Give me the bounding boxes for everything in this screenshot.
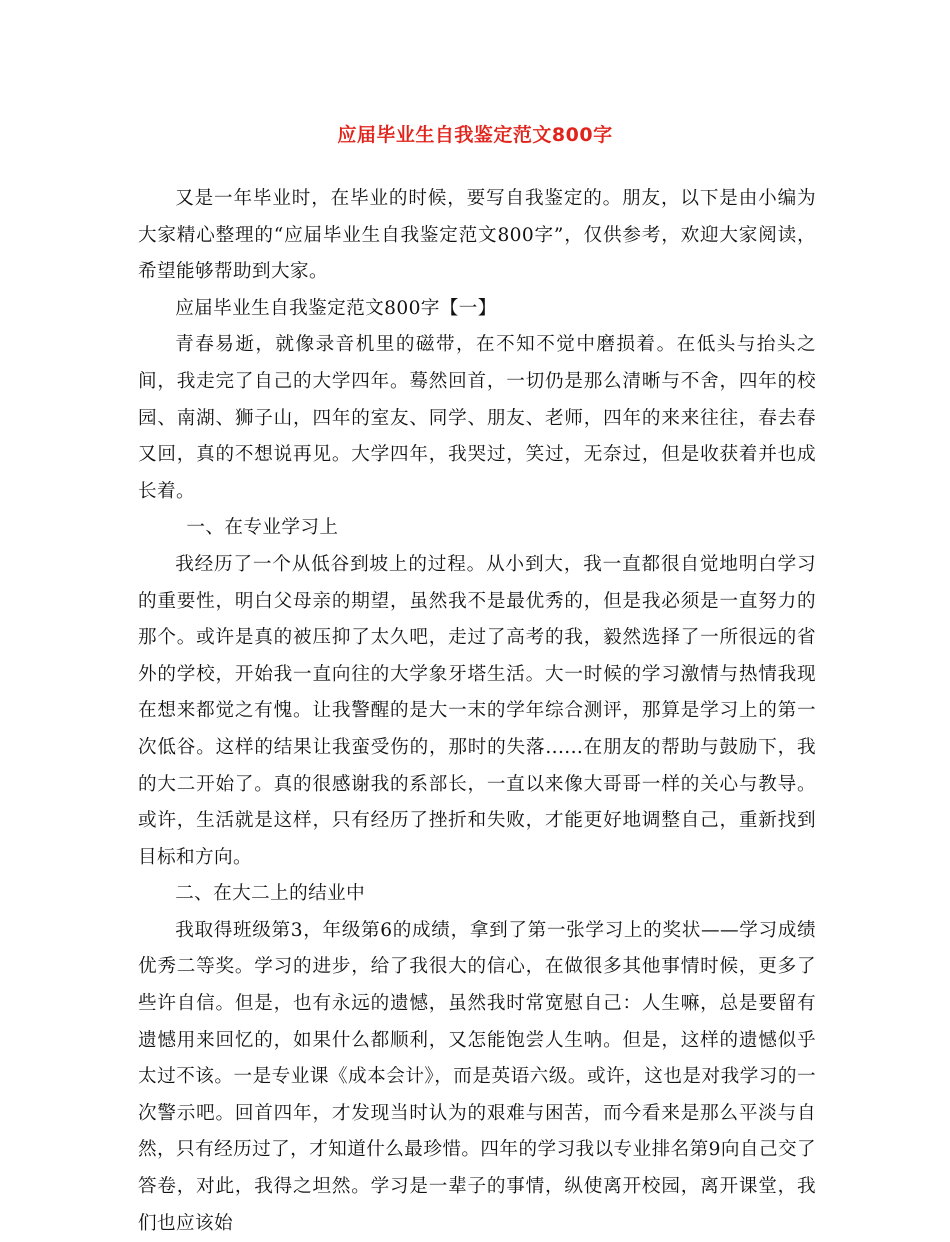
subheading-study: 一、在专业学习上 [186, 517, 339, 539]
body-paragraph: 我取得班级第3，年级第6的成绩，拿到了第一张学习上的奖状——学习成绩优秀二等奖。学习的进步，给了我很大的信心，在做很多其他事情时候，更多了些许自信。但是，也有永远的遗憾，虽然我时常宽慰自己：人生嘛，总是要留有遗憾用来回忆的，如果什么都顺利，又怎能饱尝人生呐。但是，这样的遗憾似乎太过不该。一是专业课《成本会计》，而是英语六级。或许，这也是对我学习的一次警示吧。回首四年，才发现当时认为的艰难与困苦，而今看来是那么平淡与自然，只有经历过了，才知道什么最珍惜。四年的学习我以专业排名第9向自己交了答卷，对此，我得之坦然。学习是一辈子的事情，纵使离开校园，离开课堂，我们也应该始 [138, 919, 816, 1234]
document-title: 应届毕业生自我鉴定范文800字 [337, 124, 613, 146]
intro-paragraph: 又是一年毕业时，在毕业的时候，要写自我鉴定的。朋友，以下是由小编为大家精心整理的“应届毕业生自我鉴定范文800字”，仅供参考，欢迎大家阅读，希望能够帮助到大家。 [138, 188, 816, 283]
section-heading-one: 应届毕业生自我鉴定范文800字【一】 [175, 297, 497, 319]
document-body [138, 181, 816, 1242]
subheading-sophomore: 二、在大二上的结业中 [175, 883, 366, 905]
body-paragraph: 我经历了一个从低谷到坡上的过程。从小到大，我一直都很自觉地明白学习的重要性，明白父母亲的期望，虽然我不是最优秀的，但是我必须是一直努力的那个。或许是真的被压抑了太久吧，走过了高考的我，毅然选择了一所很远的省外的学校，开始我一直向往的大学象牙塔生活。大一时候的学习激情与热情我现在想来都觉之有愧。让我警醒的是大一末的学年综合测评，那算是学习上的第一次低谷。这样的结果让我蛮受伤的，那时的失落......在朋友的帮助与鼓励下，我的大二开始了。真的很感谢我的系部长，一直以来像大哥哥一样的关心与教导。或许，生活就是这样，只有经历了挫折和失败，才能更好地调整自己，重新找到目标和方向。 [138, 553, 816, 868]
body-paragraph: 青春易逝，就像录音机里的磁带，在不知不觉中磨损着。在低头与抬头之间，我走完了自己的大学四年。蓦然回首，一切仍是那么清晰与不舍，四年的校园、南湖、狮子山，四年的室友、同学、朋友、老师，四年的来来往往，春去春又回，真的不想说再见。大学四年，我哭过，笑过，无奈过，但是收获着并也成长着。 [138, 334, 816, 502]
